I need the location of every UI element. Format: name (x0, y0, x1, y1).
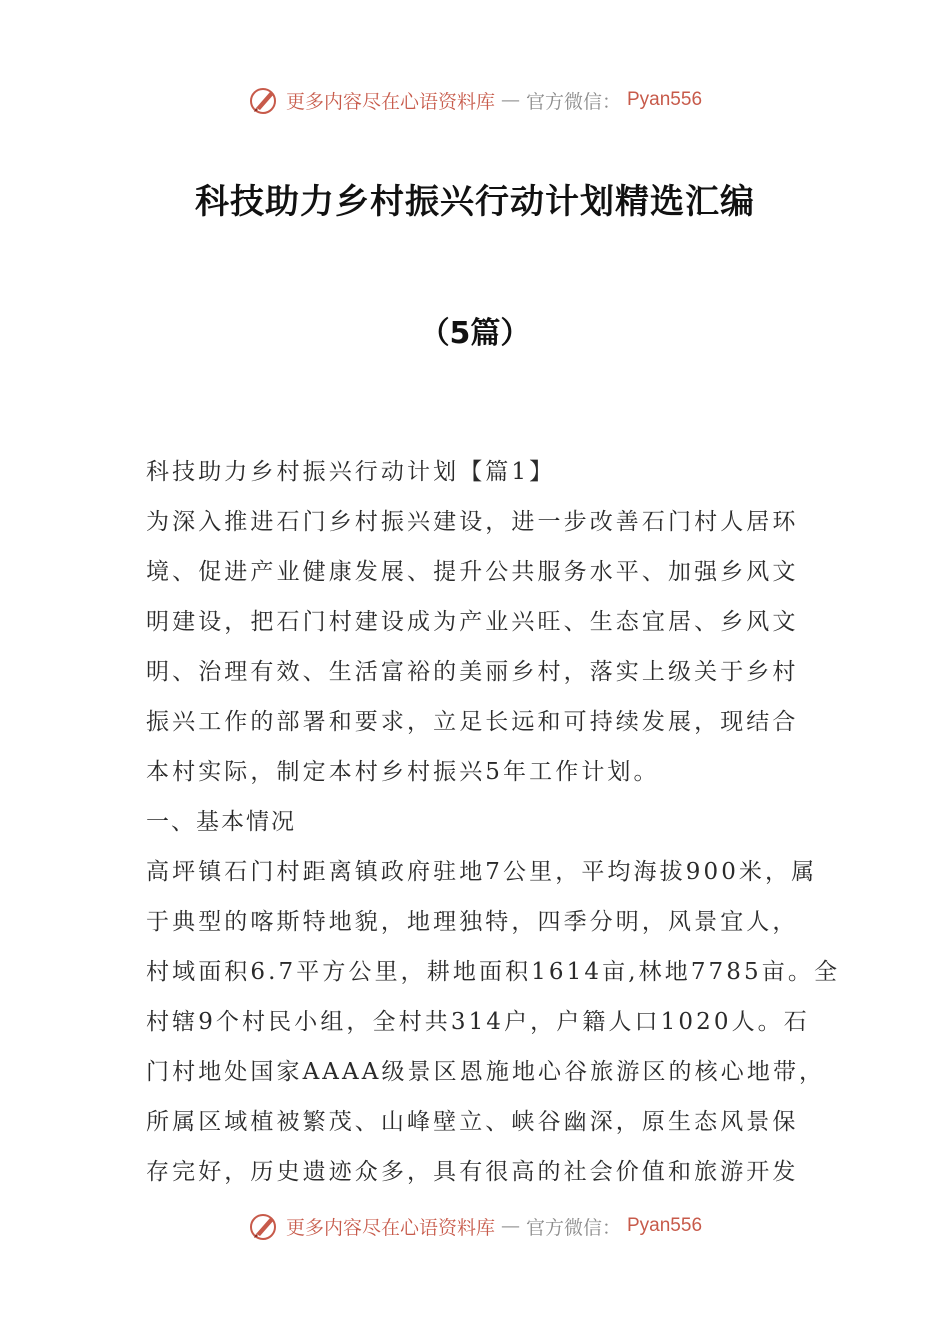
section-heading: 一、基本情况 (146, 809, 296, 835)
body-line: 为深入推进石门乡村振兴建设，进一步改善石门村人居环 (146, 509, 799, 535)
watermark-label: 官方微信： (525, 1216, 621, 1239)
body-line: 村域面积6.7平方公里，耕地面积1614亩,林地7785亩。全 (146, 959, 841, 985)
body-line: 本村实际，制定本村乡村振兴5年工作计划。 (146, 759, 660, 785)
watermark-label: 官方微信： (525, 90, 621, 113)
section-title: 科技助力乡村振兴行动计划【篇1】 (146, 459, 556, 485)
header-watermark (0, 84, 950, 116)
watermark-separator: — (500, 1215, 520, 1237)
body-line: 境、促进产业健康发展、提升公共服务水平、加强乡风文 (146, 559, 799, 585)
watermark-wechat-id: Pyan556 (627, 89, 703, 110)
body-line: 所属区域植被繁茂、山峰壁立、峡谷幽深，原生态风景保 (146, 1109, 799, 1135)
body-line: 振兴工作的部署和要求，立足长远和可持续发展，现结合 (146, 709, 799, 735)
pen-logo-icon (248, 1210, 280, 1242)
document-body (146, 447, 841, 1197)
body-line: 高坪镇石门村距离镇政府驻地7公里，平均海拔900米，属 (146, 859, 818, 885)
body-line: 明建设，把石门村建设成为产业兴旺、生态宜居、乡风文 (146, 609, 799, 635)
document-title: 科技助力乡村振兴行动计划精选汇编 (195, 182, 755, 222)
watermark-separator: — (500, 89, 520, 111)
body-line: 明、治理有效、生活富裕的美丽乡村，落实上级关于乡村 (146, 659, 799, 685)
body-line: 于典型的喀斯特地貌，地理独特，四季分明，风景宜人， (146, 909, 799, 935)
footer-watermark (0, 1210, 950, 1242)
document-subtitle: （5篇） (419, 316, 531, 351)
watermark-text: 更多内容尽在心语资料库 (285, 90, 495, 113)
body-line: 存完好，历史遗迹众多，具有很高的社会价值和旅游开发 (146, 1159, 799, 1185)
watermark-text: 更多内容尽在心语资料库 (285, 1216, 495, 1239)
watermark-wechat-id: Pyan556 (627, 1215, 703, 1236)
body-line: 门村地处国家AAAA级景区恩施地心谷旅游区的核心地带， (146, 1059, 826, 1085)
pen-logo-icon (248, 84, 280, 116)
body-line: 村辖9个村民小组，全村共314户，户籍人口1020人。石 (146, 1009, 810, 1035)
